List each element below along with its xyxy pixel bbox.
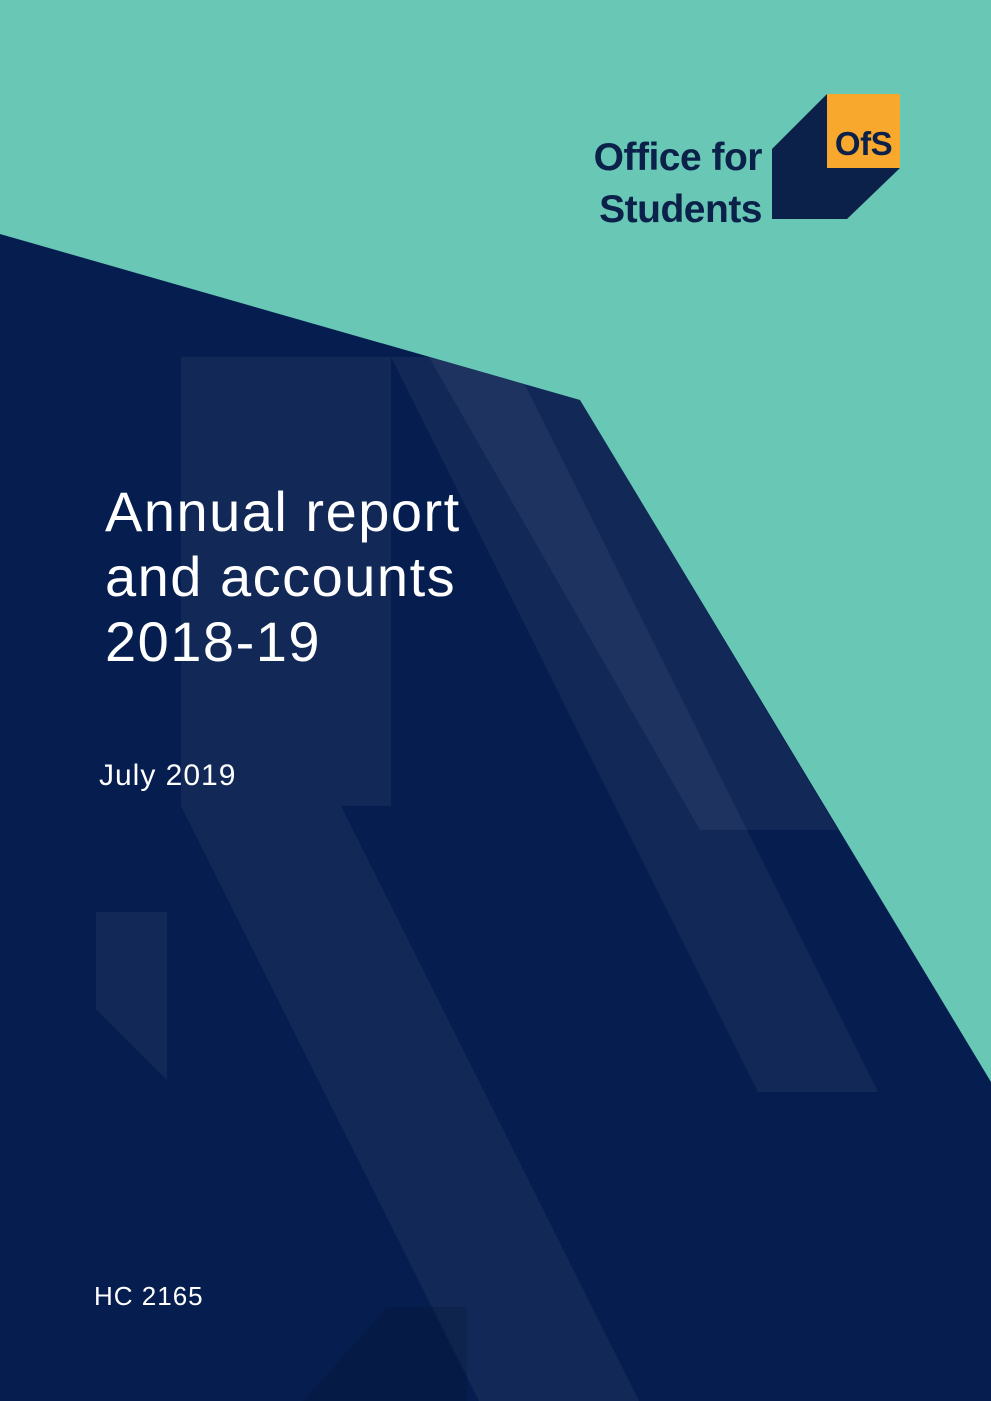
report-title-line3: 2018-19 [105, 610, 322, 673]
ofs-monogram: OfS [834, 125, 893, 162]
report-title-line1: Annual report [105, 480, 461, 543]
ofs-wordmark [594, 132, 762, 236]
report-title [105, 479, 461, 674]
hc-reference: HC 2165 [94, 1281, 204, 1311]
ofs-wordmark-line1: Office for [593, 136, 762, 179]
report-date: July 2019 [99, 759, 237, 792]
ofs-wordmark-line2: Students [599, 188, 762, 231]
report-title-line2: and accounts [105, 545, 457, 608]
